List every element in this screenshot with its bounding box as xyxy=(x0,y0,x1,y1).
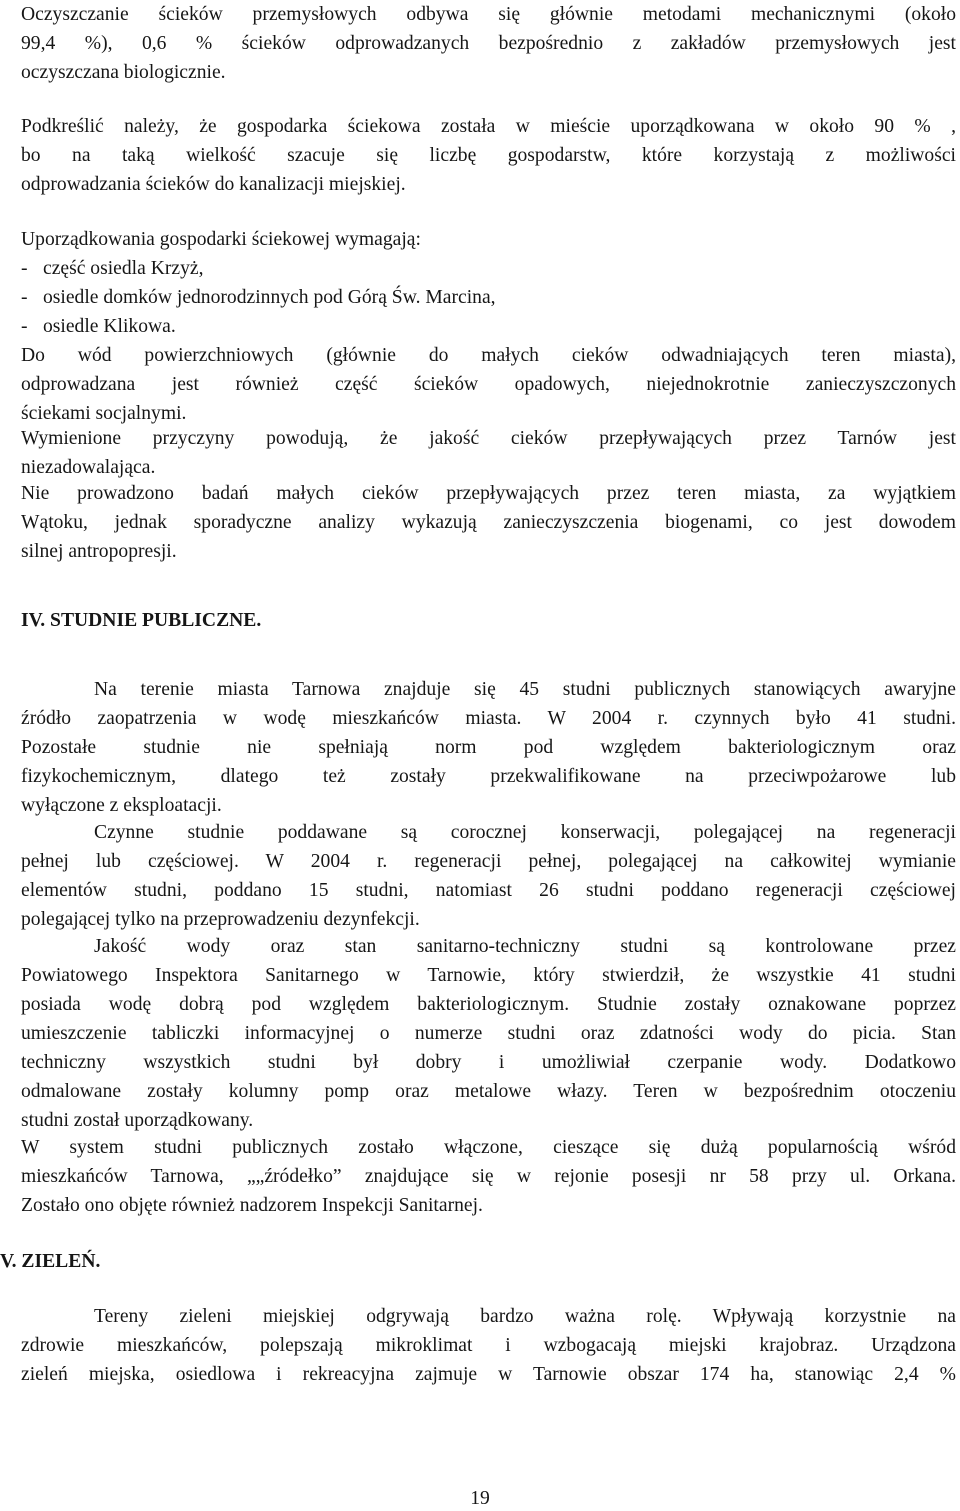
text-line: Zostało ono objęte również nadzorem Inspekcji Sanitarnej. xyxy=(21,1195,483,1216)
text-line: Tereny zieleni miejskiej odgrywają bardzo ważna rolę. Wpływają korzystnie na xyxy=(94,1306,956,1327)
text-line: techniczny wszystkich studni był dobry i umożliwiał czerpanie wody. Dodatkowo xyxy=(21,1052,956,1073)
paragraph-water-quality xyxy=(21,424,956,482)
text-line: Oczyszczanie ścieków przemysłowych odbywa się głównie metodami mechanicznymi (około xyxy=(21,4,956,25)
section-heading-public-wells: IV. STUDNIE PUBLICZNE. xyxy=(21,610,262,631)
text-line: Powiatowego Inspektora Sanitarnego w Tarnowie, który stwierdził, że wszystkie 41 studni xyxy=(21,965,956,986)
text-line: Na terenie miasta Tarnowa znajduje się 45 studni publicznych stanowiących awaryjne xyxy=(94,679,956,700)
list-item-text: część osiedla Krzyż, xyxy=(43,258,204,279)
text-line: Podkreślić należy, że gospodarka ściekowa została w mieście uporządkowana w około 90 % , xyxy=(21,116,956,137)
text-line: posiada wodę dobrą pod względem bakteriologicznym. Studnie zostały oznakowane poprzez xyxy=(21,994,956,1015)
text-line: Nie prowadzono badań małych cieków przepływających przez teren miasta, za wyjątkiem xyxy=(21,483,956,504)
list-item: - osiedle Klikowa. xyxy=(21,312,956,341)
text-line: mieszkańców Tarnowa, „„źródełko” znajdujące się w rejonie posesji nr 58 przy ul. Orkana. xyxy=(21,1166,956,1187)
text-line: polegającej tylko na przeprowadzeniu dezynfekcji. xyxy=(21,909,420,930)
text-line: zdrowie mieszkańców, polepszają mikroklimat i wzbogacają miejski krajobraz. Urządzona xyxy=(21,1335,956,1356)
list-item: - osiedle domków jednorodzinnych pod Górą Św. Marcina, xyxy=(21,283,956,312)
section-heading-greenery: V. ZIELEŃ. xyxy=(0,1251,101,1272)
list-item: - część osiedla Krzyż, xyxy=(21,254,956,283)
paragraph-required-areas xyxy=(21,225,956,341)
text-line: bo na taką wielkość szacuje się liczbę gospodarstw, które korzystają z możliwości xyxy=(21,145,956,166)
text-line: oczyszczana biologicznie. xyxy=(21,62,226,83)
text-line: źródło zaopatrzenia w wodę mieszkańców miasta. W 2004 r. czynnych było 41 studni. xyxy=(21,708,956,729)
text-line: odmalowane zostały kolumny pomp oraz metalowe włazy. Teren w bezpośrednim otoczeniu xyxy=(21,1081,956,1102)
text-line: fizykochemicznym, dlatego też zostały przekwalifikowane na przeciwpożarowe lub xyxy=(21,766,956,787)
text-line: pełnej lub częściowej. W 2004 r. regeneracji pełnej, polegającej na całkowitej wymianie xyxy=(21,851,956,872)
paragraph-stream-research xyxy=(21,479,956,566)
text-line: W system studni publicznych zostało włączone, cieszące się dużą popularnością wśród xyxy=(21,1137,956,1158)
paragraph-wells-count xyxy=(21,675,956,820)
page-number: 19 xyxy=(470,1488,490,1509)
paragraph-sewage-management xyxy=(21,112,956,199)
text-line: Pozostałe studnie nie spełniają norm pod względem bakteriologicznym oraz xyxy=(21,737,956,758)
text-line: Jakość wody oraz stan sanitarno-techniczny studni są kontrolowane przez xyxy=(94,936,956,957)
text-line: Do wód powierzchniowych (głównie do małych cieków odwadniających teren miasta), xyxy=(21,345,956,366)
text-line: wyłączone z eksploatacji. xyxy=(21,795,222,816)
text-line: zieleń miejska, osiedlowa i rekreacyjna zajmuje w Tarnowie obszar 174 ha, stanowiąc 2,4 % xyxy=(21,1364,956,1385)
text-line: umieszczenie tabliczki informacyjnej o numerze studni oraz zdatności wody do picia. Stan xyxy=(21,1023,956,1044)
paragraph-wells-maintenance xyxy=(21,818,956,934)
text-line: Wątoku, jednak sporadyczne analizy wykazują zanieczyszczenia biogenami, co jest dowodem xyxy=(21,512,956,533)
text-line: 99,4 %), 0,6 % ścieków odprowadzanych bezpośrednio z zakładów przemysłowych jest xyxy=(21,33,956,54)
text-line: silnej antropopresji. xyxy=(21,541,177,562)
list-item-text: osiedle Klikowa. xyxy=(43,316,176,337)
paragraph-spring xyxy=(21,1133,956,1220)
text-line: elementów studni, poddano 15 studni, natomiast 26 studni poddano regeneracji częściowej xyxy=(21,880,956,901)
paragraph-industrial-wastewater xyxy=(21,0,956,87)
text-line: Czynne studnie poddawane są corocznej konserwacji, polegającej na regeneracji xyxy=(94,822,956,843)
list-intro: Uporządkowania gospodarki ściekowej wymagają: xyxy=(21,229,421,250)
text-line: niezadowalająca. xyxy=(21,457,156,478)
paragraph-wells-inspection xyxy=(21,932,956,1135)
list-item-text: osiedle domków jednorodzinnych pod Górą Św. Marcina, xyxy=(43,287,496,308)
text-line: ściekami socjalnymi. xyxy=(21,403,187,424)
text-line: odprowadzana jest również część ścieków opadowych, niejednokrotnie zanieczyszczonych xyxy=(21,374,956,395)
text-line: studni został uporządkowany. xyxy=(21,1110,254,1131)
text-line: odprowadzania ścieków do kanalizacji miejskiej. xyxy=(21,174,406,195)
paragraph-green-areas xyxy=(21,1302,956,1389)
text-line: Wymienione przyczyny powodują, że jakość cieków przepływających przez Tarnów jest xyxy=(21,428,956,449)
paragraph-surface-waters xyxy=(21,341,956,428)
